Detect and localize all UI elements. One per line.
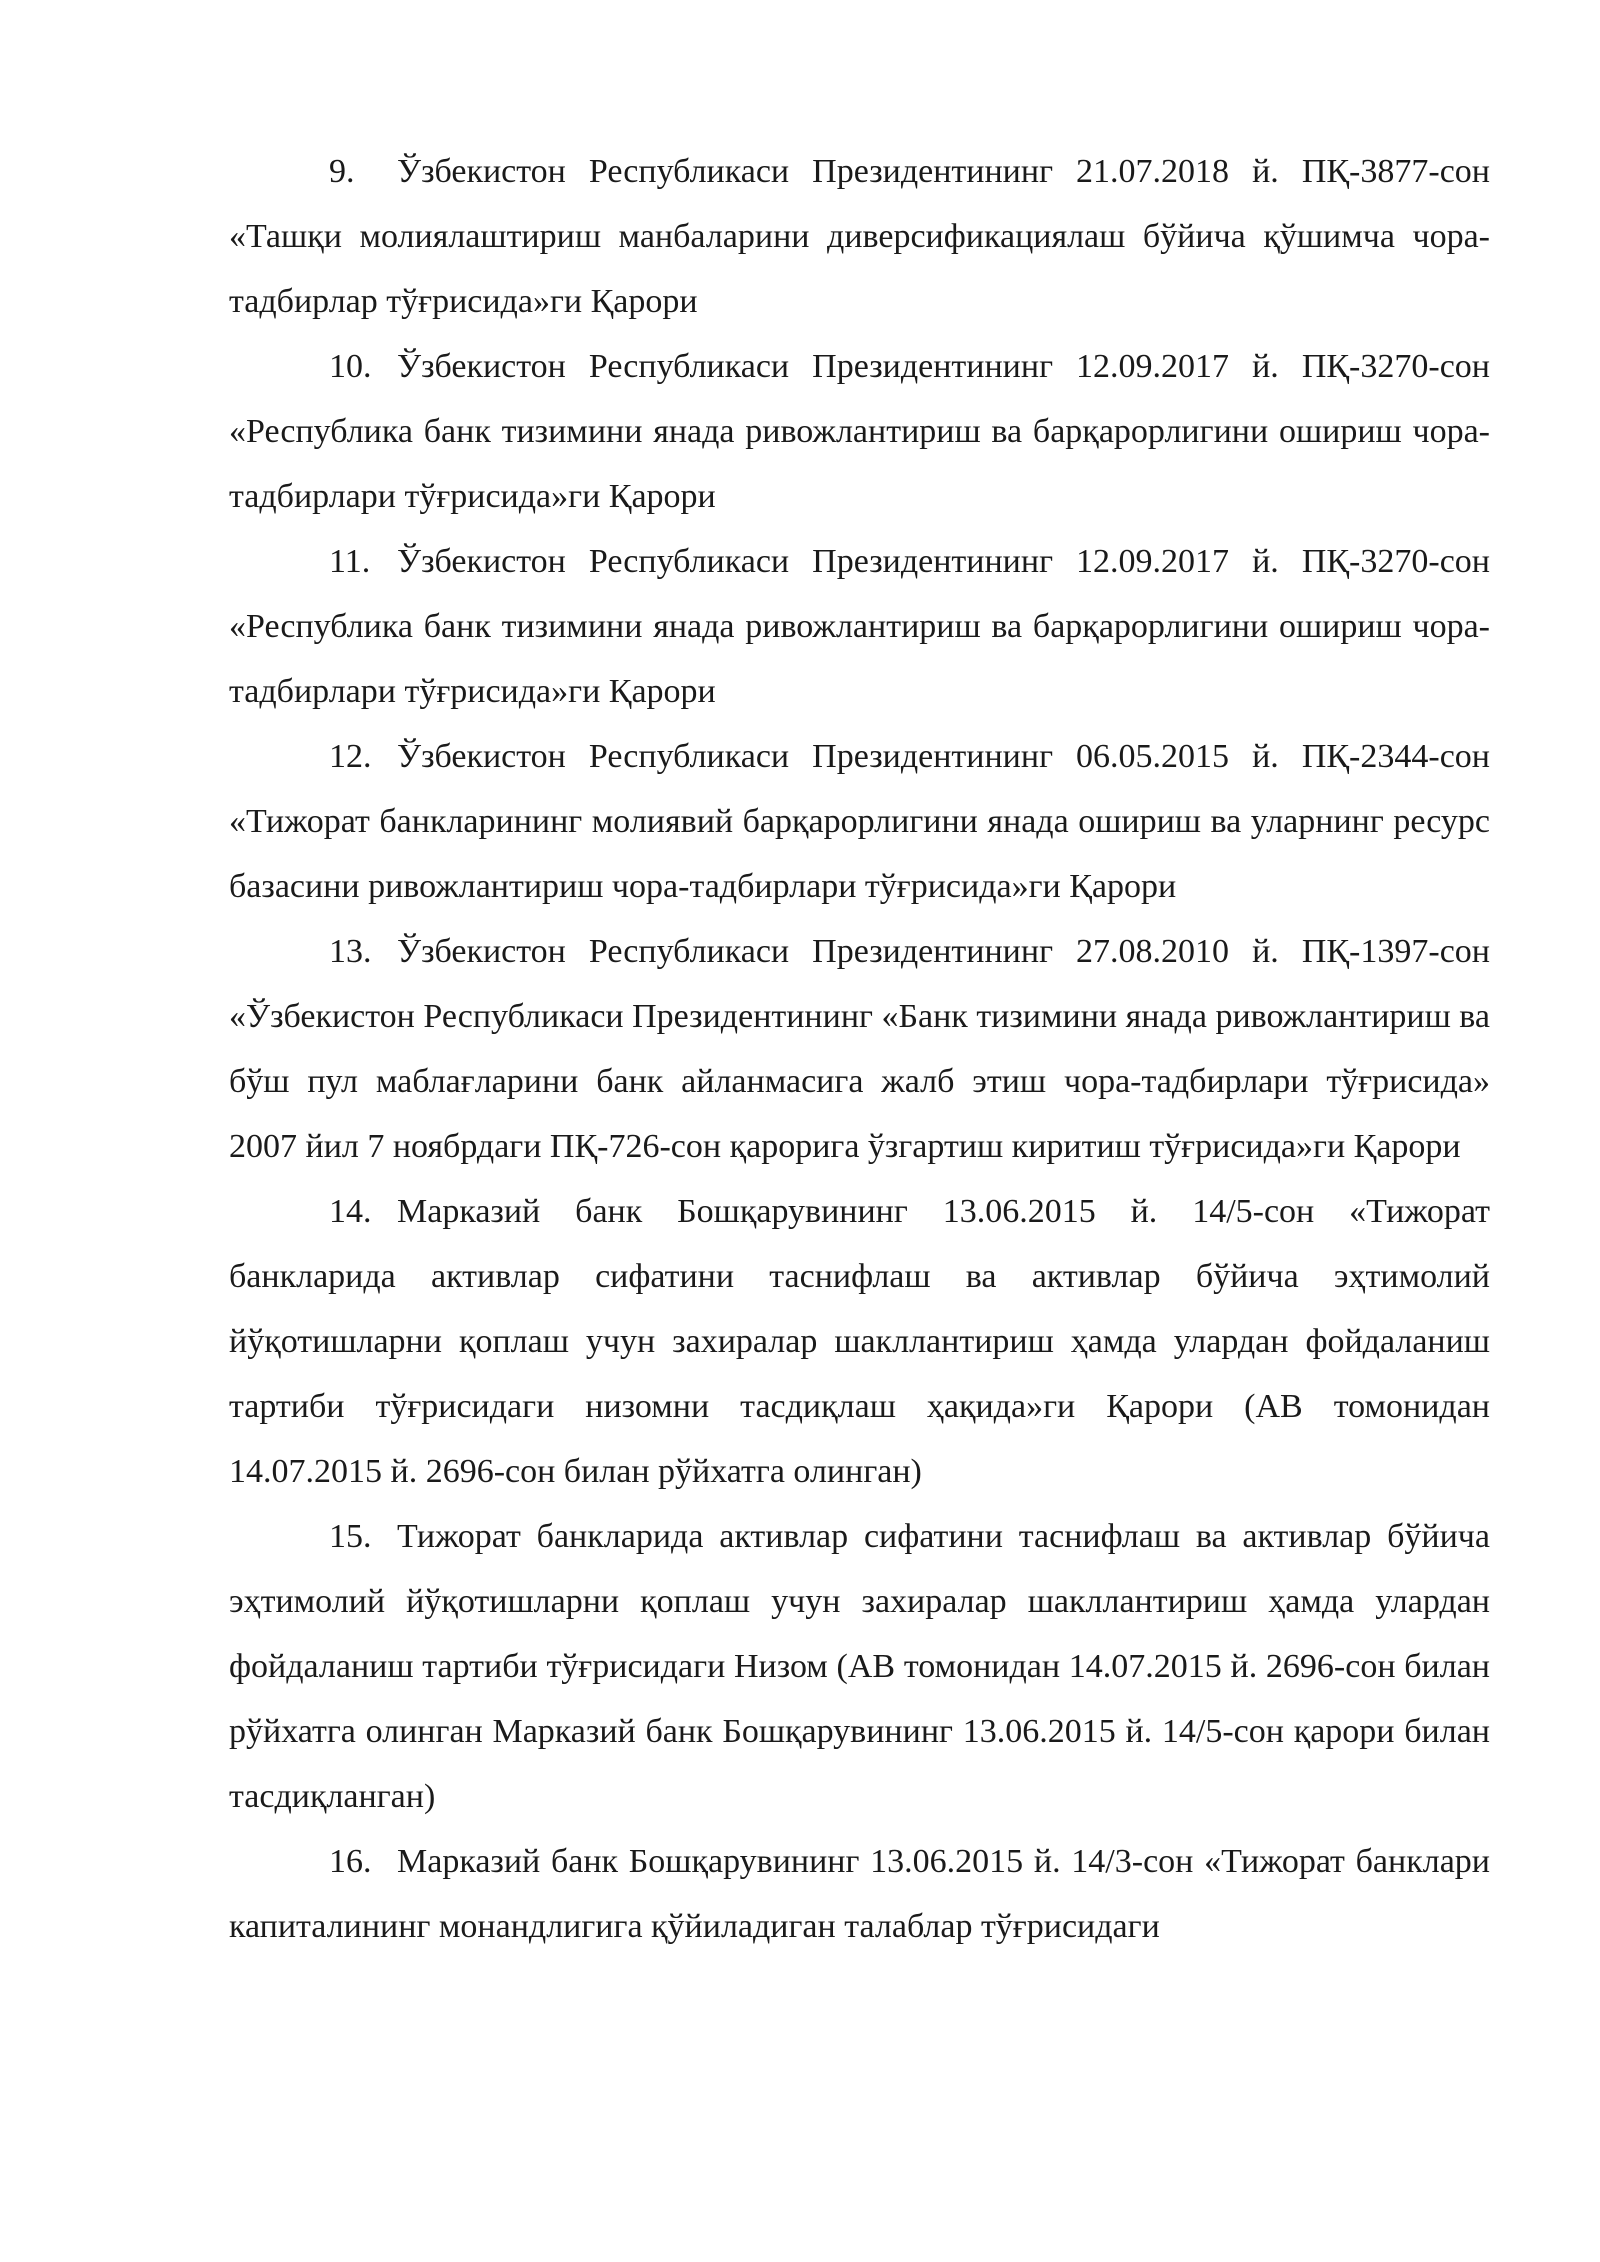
item-number: 14. (329, 1193, 372, 1230)
item-number: 11. (329, 543, 371, 580)
item-number: 10. (329, 348, 372, 385)
item-text: Марказий банк Бошқарувининг 13.06.2015 й. 14/3-сон «Тижорат банклари капиталининг монандлигига қўйиладиган талаблар тўғрисидаги (229, 1843, 1490, 1945)
item-number: 13. (329, 933, 372, 970)
list-item (229, 529, 1490, 724)
list-item (229, 1179, 1490, 1504)
list-item (229, 1504, 1490, 1829)
document-page (229, 139, 1490, 1959)
item-number: 16. (329, 1843, 372, 1880)
list-item (229, 724, 1490, 919)
list-item (229, 139, 1490, 334)
item-number: 9. (329, 153, 355, 190)
item-number: 15. (329, 1518, 372, 1555)
item-text: Ўзбекистон Республикаси Президентининг 27.08.2010 й. ПҚ-1397-сон «Ўзбекистон Республикаси Президентининг «Банк тизимини янада ривожлантириш ва бўш пул маблағларини банк айланмасига жалб этиш чора-тадбирлари тўғрисида» 2007 йил 7 ноябрдаги ПҚ-726-сон қарорига ўзгартиш киритиш тўғрисида»ги Қарори (229, 933, 1490, 1165)
list-item (229, 334, 1490, 529)
item-text: Тижорат банкларида активлар сифатини таснифлаш ва активлар бўйича эҳтимолий йўқотишларни қоплаш учун захиралар шакллантириш ҳамда улардан фойдаланиш тартиби тўғрисидаги Низом (АВ томонидан 14.07.2015 й. 2696-сон билан рўйхатга олинган Марказий банк Бошқарувининг 13.06.2015 й. 14/5-сон қарори билан тасдиқланган) (229, 1518, 1490, 1815)
item-text: Ўзбекистон Республикаси Президентининг 06.05.2015 й. ПҚ-2344-сон «Тижорат банкларининг молиявий барқарорлигини янада ошириш ва уларнинг ресурс базасини ривожлантириш чора-тадбирлари тўғрисида»ги Қарори (229, 738, 1490, 905)
list-item (229, 919, 1490, 1179)
item-text: Марказий банк Бошқарувининг 13.06.2015 й. 14/5-сон «Тижорат банкларида активлар сифатини таснифлаш ва активлар бўйича эҳтимолий йўқотишларни қоплаш учун захиралар шакллантириш ҳамда улардан фойдаланиш тартиби тўғрисидаги низомни тасдиқлаш ҳақида»ги Қарори (АВ томонидан 14.07.2015 й. 2696-сон билан рўйхатга олинган) (229, 1193, 1490, 1490)
item-text: Ўзбекистон Республикаси Президентининг 12.09.2017 й. ПҚ-3270-сон «Республика банк тизимини янада ривожлантириш ва барқарорлигини ошириш чора-тадбирлари тўғрисида»ги Қарори (229, 543, 1490, 710)
item-text: Ўзбекистон Республикаси Президентининг 21.07.2018 й. ПҚ-3877-сон «Ташқи молиялаштириш манбаларини диверсификациялаш бўйича қўшимча чора-тадбирлар тўғрисида»ги Қарори (229, 153, 1490, 320)
list-item (229, 1829, 1490, 1959)
item-number: 12. (329, 738, 372, 775)
item-text: Ўзбекистон Республикаси Президентининг 12.09.2017 й. ПҚ-3270-сон «Республика банк тизимини янада ривожлантириш ва барқарорлигини ошириш чора-тадбирлари тўғрисида»ги Қарори (229, 348, 1490, 515)
